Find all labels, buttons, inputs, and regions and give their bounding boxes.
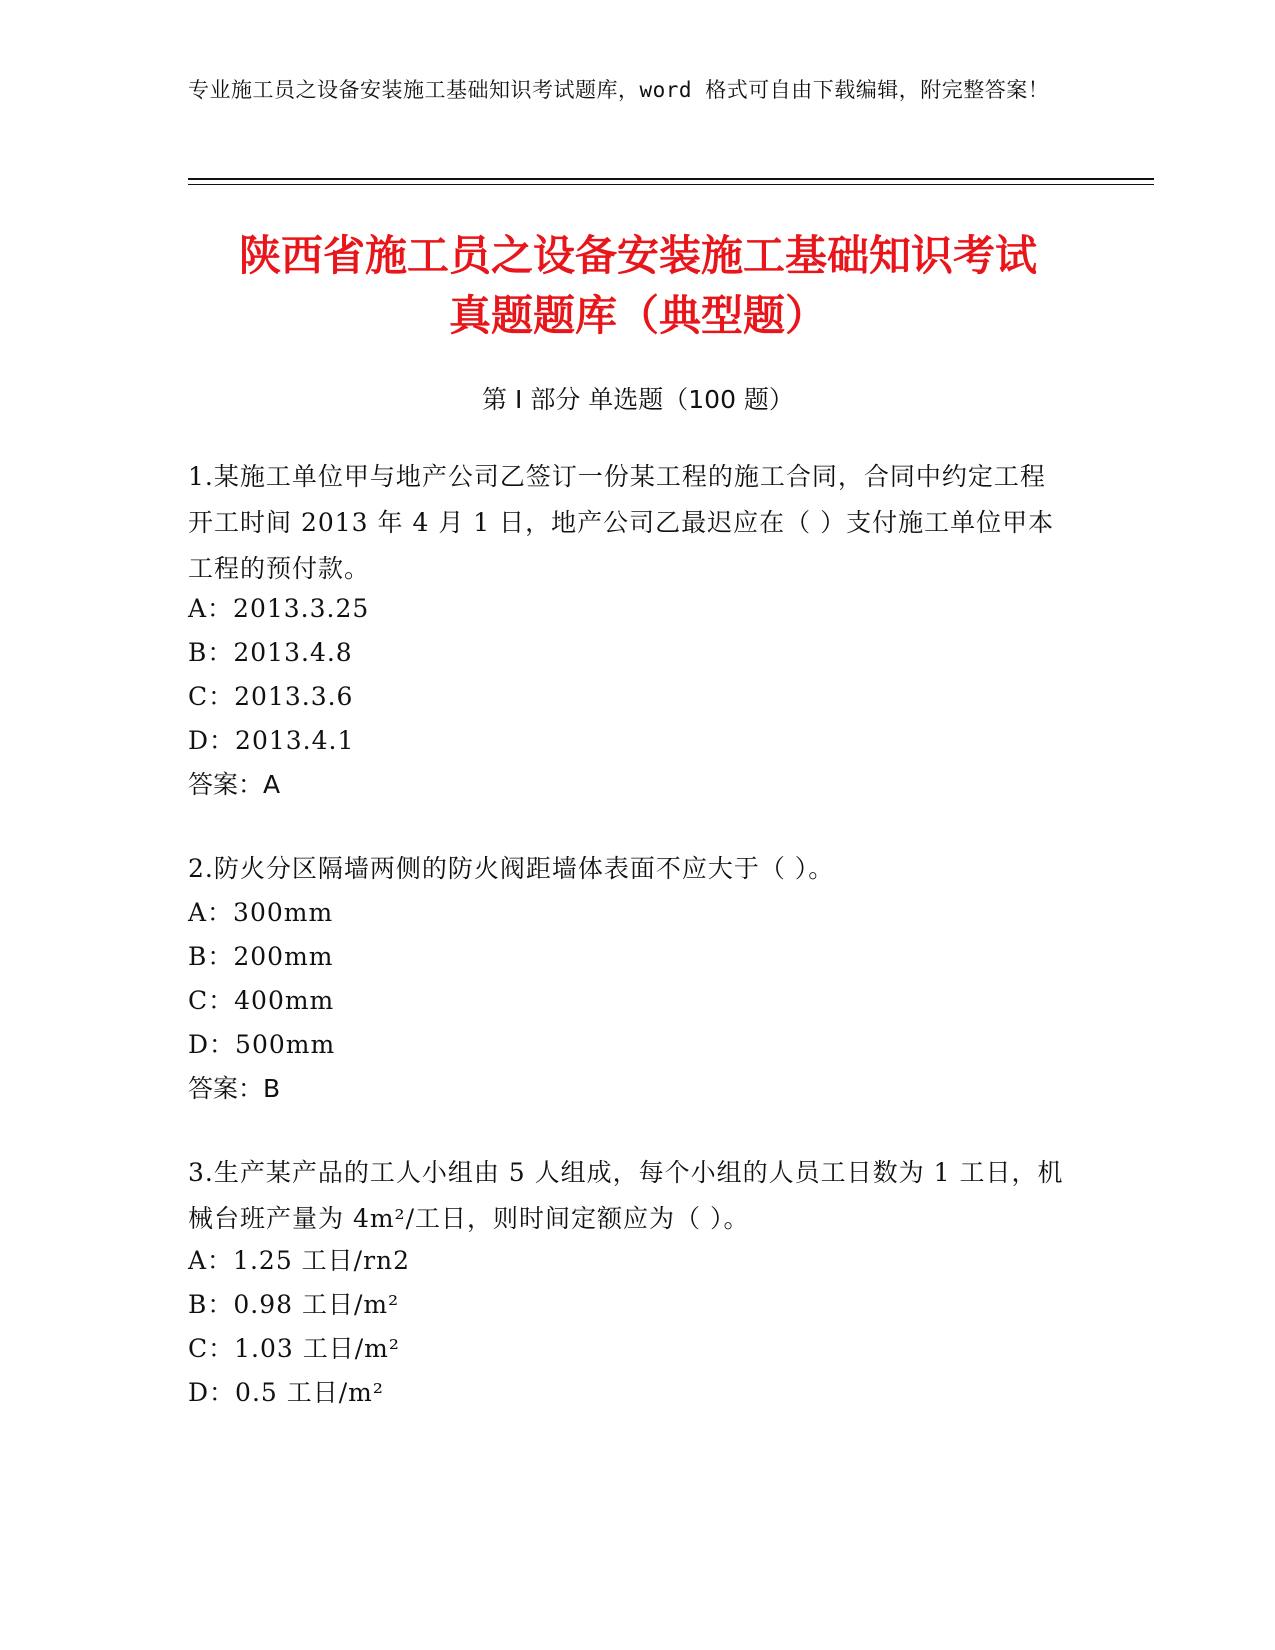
- question-1-option-b: B：2013.4.8: [188, 638, 353, 667]
- question-2-text: 2.防火分区隔墙两侧的防火阀距墙体表面不应大于（ ）。: [188, 854, 835, 883]
- question-3-option-b: B：0.98 工日/m²: [188, 1290, 400, 1319]
- question-1-option-d: D：2013.4.1: [188, 726, 355, 755]
- question-2-option-d: D：500mm: [188, 1030, 336, 1059]
- question-1-text: 1.某施工单位甲与地产公司乙签订一份某工程的施工合同，合同中约定工程开工时间 2013 年 4 月 1 日，地产公司乙最迟应在（ ）支付施工单位甲本工程的预付款。: [188, 462, 1055, 583]
- header-divider-thin: [188, 184, 1154, 185]
- document-title: [188, 226, 1088, 346]
- question-3-option-d: D：0.5 工日/m²: [188, 1378, 384, 1407]
- question-3-text: 3.生产某产品的工人小组由 5 人组成，每个小组的人员工日数为 1 工日，机械台班产量为 4m²/工日，则时间定额应为（ ）。: [188, 1158, 1064, 1233]
- question-1-answer: 答案：A: [188, 770, 281, 799]
- question-1-option-a: A：2013.3.25: [188, 594, 370, 623]
- question-2-option-c: C：400mm: [188, 986, 335, 1015]
- question-2-answer: 答案：B: [188, 1074, 281, 1103]
- document-title-line-2: 真题题库（典型题）: [448, 291, 827, 340]
- document-title-line-1: 陕西省施工员之设备安装施工基础知识考试: [238, 231, 1037, 280]
- question-3-option-a: A：1.25 工日/rn2: [188, 1246, 411, 1275]
- question-1-option-c: C：2013.3.6: [188, 682, 354, 711]
- header-note: 专业施工员之设备安装施工基础知识考试题库，word 格式可自由下载编辑，附完整答案！: [188, 78, 1050, 102]
- question-2-option-b: B：200mm: [188, 942, 334, 971]
- question-3-option-c: C：1.03 工日/m²: [188, 1334, 400, 1363]
- header-divider-thick: [188, 178, 1154, 180]
- question-2-option-a: A：300mm: [188, 898, 334, 927]
- section-title: 第 I 部分 单选题（100 题）: [482, 385, 794, 414]
